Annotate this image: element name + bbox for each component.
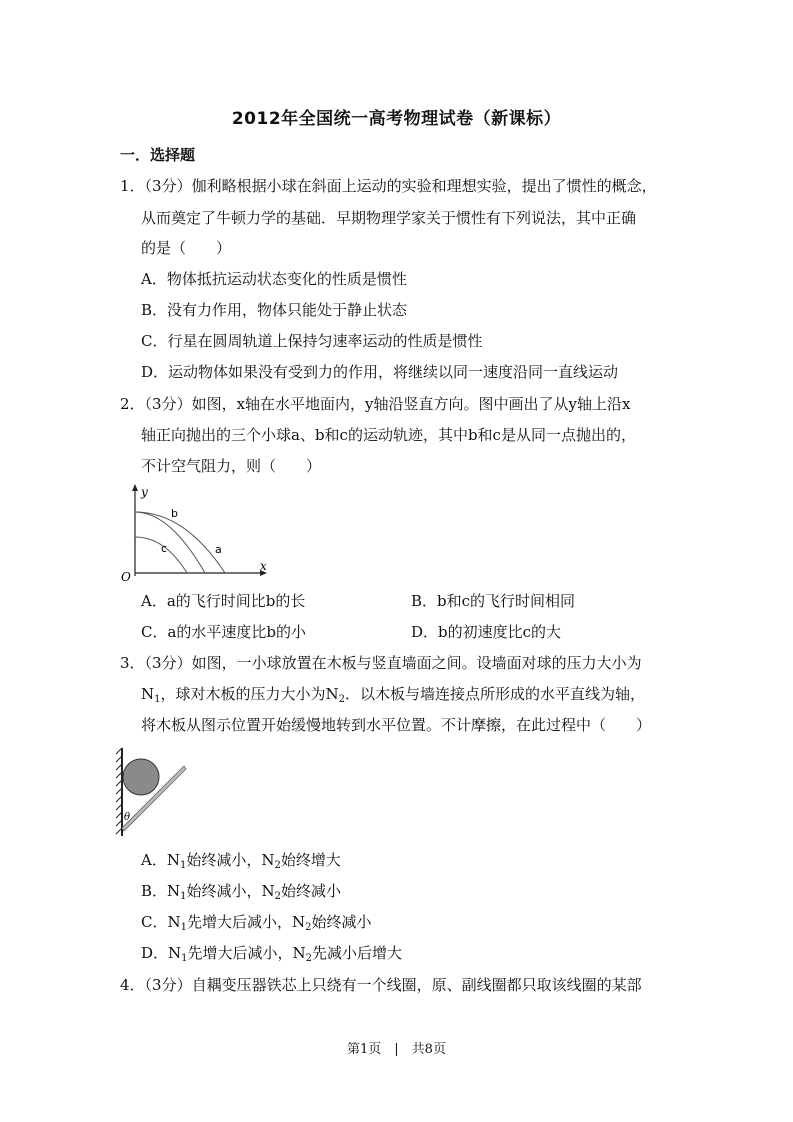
q2-line-3: 不计空气阻力，则（ ） [141, 457, 322, 475]
q1-option-b: B．没有力作用，物体只能处于静止状态 [141, 301, 408, 319]
y-axis-arrow [132, 484, 138, 491]
q3-n1: N [141, 685, 155, 703]
q3-n1-sub: 1 [154, 694, 161, 705]
trajectory-a [135, 512, 225, 573]
y-axis-label: y [141, 485, 148, 499]
q3-option-c-mid: 先增大后减小， [186, 913, 292, 931]
q3-option-d-n2: N [292, 944, 306, 962]
q3-line-2 [141, 684, 645, 710]
q3-option-a-n1: N [166, 851, 180, 869]
q3-option-a-mid: 始终减小， [186, 851, 262, 869]
q3-option-b-prefix: B． [141, 882, 168, 900]
q3-option-c-tail: 始终减小 [311, 913, 372, 931]
q3-option-a-n2: N [261, 851, 275, 869]
q3-option-b-n2: N [261, 882, 275, 900]
q2-option-b: B．b和c的飞行时间相同 [411, 592, 576, 610]
q1-line-2: 从而奠定了牛顿力学的基础．早期物理学家关于惯性有下列说法，其中正确 [141, 209, 637, 227]
q3-option-c-n1: N [167, 913, 181, 931]
q3-option-c-prefix: C． [141, 913, 168, 931]
q3-option-d-tail: 先减小后增大 [312, 944, 403, 962]
curve-label-a: a [215, 543, 222, 556]
curve-label-b: b [171, 507, 178, 520]
q3-option-b-n1-sub: 1 [180, 891, 187, 902]
q3-option-b-n1: N [167, 882, 181, 900]
q3-line-2-text-a: ，球对木板的压力大小为 [160, 685, 326, 703]
q3-option-b-tail: 始终减小 [281, 882, 342, 900]
page-footer: 第1页 | 共8页 [347, 1042, 446, 1057]
q1-option-a: A．物体抵抗运动状态变化的性质是惯性 [141, 270, 407, 288]
q3-n2-sub: 2 [338, 694, 346, 705]
q3-n2: N [325, 685, 339, 703]
q3-option-a-tail: 始终增大 [280, 851, 341, 869]
q3-option-d [141, 943, 402, 969]
q3-option-a-n1-sub: 1 [179, 860, 187, 871]
projectile-trajectory-figure [115, 482, 275, 582]
origin-label: O [121, 570, 131, 582]
q3-option-b-mid: 始终减小， [186, 882, 262, 900]
q2-option-c: C．a的水平速度比b的小 [141, 623, 307, 641]
q3-option-a-n2-sub: 2 [274, 860, 281, 871]
q3-option-c-n2-sub: 2 [305, 922, 312, 933]
q1-option-c: C．行星在圆周轨道上保持匀速率运动的性质是惯性 [141, 332, 483, 350]
q3-option-d-mid: 先增大后减小， [187, 944, 293, 962]
q4-line-1: 4．（3分）自耦变压器铁芯上只绕有一个线圈，原、副线圈都只取该线圈的某部 [120, 976, 642, 994]
q3-option-d-n2-sub: 2 [305, 953, 313, 964]
ball [123, 759, 159, 795]
q3-option-b-n2-sub: 2 [274, 891, 282, 902]
q2-line-2: 轴正向抛出的三个小球a、b和c的运动轨迹，其中b和c是从同一点抛出的， [141, 426, 636, 444]
q3-option-b [141, 881, 341, 907]
q2-option-d: D．b的初速度比c的大 [411, 623, 562, 641]
q3-line-3: 将木板从图示位置开始缓慢地转到水平位置。不计摩擦，在此过程中（ ） [141, 716, 652, 734]
q3-option-d-n1-sub: 1 [181, 953, 188, 964]
q3-line-1: 3．（3分）如图，一小球放置在木板与竖直墙面之间。设墙面对球的压力大小为 [120, 654, 642, 672]
section-heading: 一．选择题 [120, 146, 196, 164]
q1-line-3: 的是（ ） [141, 239, 232, 257]
q2-line-1: 2．（3分）如图，x轴在水平地面内，y轴沿竖直方向。图中画出了从y轴上沿x [120, 395, 631, 413]
x-axis-label: x [260, 559, 267, 573]
q3-option-a [141, 850, 341, 876]
q3-option-a-prefix: A． [141, 851, 167, 869]
ball-board-wall-figure [112, 746, 192, 838]
q3-option-d-prefix: D． [141, 944, 169, 962]
q1-option-d: D．运动物体如果没有受到力的作用，将继续以同一速度沿同一直线运动 [141, 363, 619, 381]
q2-option-a: A．a的飞行时间比b的长 [141, 592, 306, 610]
q3-option-c-n1-sub: 1 [180, 922, 187, 933]
trajectory-b [135, 512, 205, 573]
theta-label: θ [124, 812, 131, 823]
q3-line-2-text-b: ．以木板与墙连接点所形成的水平直线为轴， [345, 685, 646, 703]
curve-label-c: c [161, 542, 168, 555]
q1-line-1: 1．（3分）伽利略根据小球在斜面上运动的实验和理想实验，提出了惯性的概念， [120, 177, 657, 195]
q3-option-d-n1: N [168, 944, 182, 962]
wall-hatching [116, 748, 122, 836]
page-title: 2012年全国统一高考物理试卷（新课标） [231, 109, 562, 129]
q3-option-c [141, 912, 372, 938]
q3-option-c-n2: N [292, 913, 306, 931]
